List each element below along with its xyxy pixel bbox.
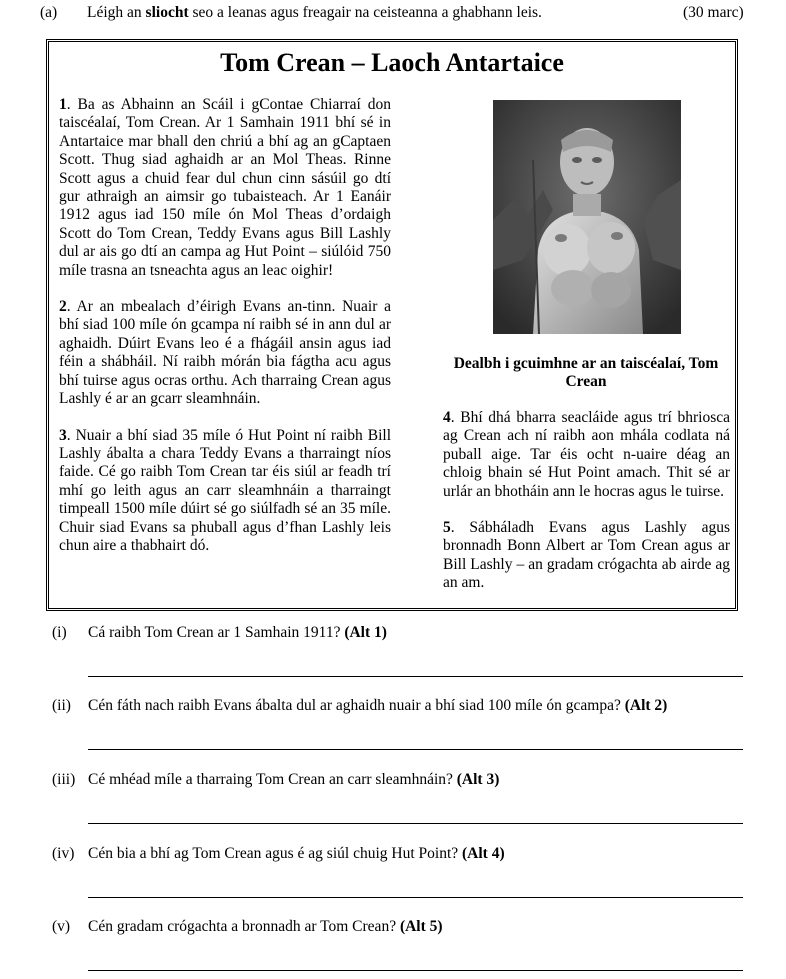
question-text: Cé mhéad míle a tharraing Tom Crean an carr sleamhnáin? (Alt 3) [88,771,500,788]
paragraph-4: 4. Bhí dhá bharra seacláide agus trí bhriosca ag Crean ach ní raibh aon mhála codlata ná puball aige. Tar éis ocht n-uaire déag an chloig bhain sé Hut Point amach. Thit sé ar urlár an bhotháin ann le hocras agus le tuirse. [443,409,730,500]
instruction-bold-word: sliocht [145,4,189,21]
question-number: (i) [52,624,67,641]
photo-caption: Dealbh i gcuimhne ar an taiscéalaí, Tom Crean [453,355,719,391]
passage-right-column [443,409,730,593]
question-text: Cén fáth nach raibh Evans ábalta dul ar aghaidh nuair a bhí siad 100 míle ón gcampa? (Alt 2) [88,697,668,714]
question-number: (v) [52,918,71,935]
paragraph-3: 3. Nuair a bhí siad 35 míle ó Hut Point ní raibh Bill Lashly ábalta a chara Teddy Evans a tharraingt níos faide. Cé go raibh Tom Crean tar éis siúl ar feadh trí mhí go leith agus an carr sleamhnáin a tharraingt timpeall 1500 míle dúirt sé go siúlfadh sé an 35 míle. Chuir siad Evans sa phuball agus d’fhan Lashly leis chun aire a thabhairt dó. [59,426,391,554]
question-reference: (Alt 2) [624,697,668,714]
question-reference: (Alt 5) [399,918,443,935]
passage-left-column [59,96,391,555]
answer-line-1[interactable] [88,676,743,677]
statue-photo [493,100,681,334]
instruction-text: Léigh an sliocht seo a leanas agus freagair na ceisteanna a ghabhann leis. [87,4,542,21]
paragraph-1: 1. Ba as Abhainn an Scáil i gContae Chiarraí don taiscéalaí, Tom Crean. Ar 1 Samhain 1911 bhí sé in Antartaice mar bhall den chriú a bhí ag an gCaptaen Scott. Thug siad aghaidh ar an Mol Theas. Rinne Scott agus a chuid fear dul chun cinn sásúil go dtí gur athraigh an aimsir go tubaisteach. Ar 1 Eanáir 1912 agus iad 150 míle ón Mol Theas d’ordaigh Scott do Tom Crean, Teddy Evans agus Bill Lashly dul ar ais go dtí an campa ag Hut Point – siúlóid 750 míle trasna an tsneachta agus an leac oighir! [59,96,391,279]
passage-box [46,39,738,611]
answer-line-3[interactable] [88,823,743,824]
question-number: (iv) [52,845,75,862]
paragraph-2: 2. Ar an mbealach d’éirigh Evans an-tinn. Nuair a bhí siad 100 míle ón gcampa ní raibh sé in ann dul ar aghaidh. Dúirt Evans leo é a fhágáil ansin agus iad féin a shábháil. Ní raibh mórán bia fágtha acu agus bhí tuirse agus ocras orthu. Ach tharraing Crean agus Lashly é ar an gcarr sleamhnáin. [59,298,391,408]
answer-line-2[interactable] [88,749,743,750]
question-number: (iii) [52,771,76,788]
paragraph-5: 5. Sábháladh Evans agus Lashly agus bronnadh Bonn Albert ar Tom Crean agus ar Bill Lashly – an gradam crógachta ab airde ag an am. [443,519,730,592]
question-text: Cén gradam crógachta a bronnadh ar Tom Crean? (Alt 5) [88,918,443,935]
answer-line-5[interactable] [88,970,743,971]
question-number: (ii) [52,697,71,714]
question-text: Cá raibh Tom Crean ar 1 Samhain 1911? (Alt 1) [88,624,387,641]
answer-line-4[interactable] [88,897,743,898]
question-text: Cén bia a bhí ag Tom Crean agus é ag siúl chuig Hut Point? (Alt 4) [88,845,505,862]
marks-label: (30 marc) [683,4,744,21]
question-reference: (Alt 1) [344,624,387,641]
passage-title: Tom Crean – Laoch Antartaice [220,48,564,77]
question-reference: (Alt 3) [456,771,500,788]
question-reference: (Alt 4) [462,845,505,862]
section-label: (a) [40,4,58,21]
